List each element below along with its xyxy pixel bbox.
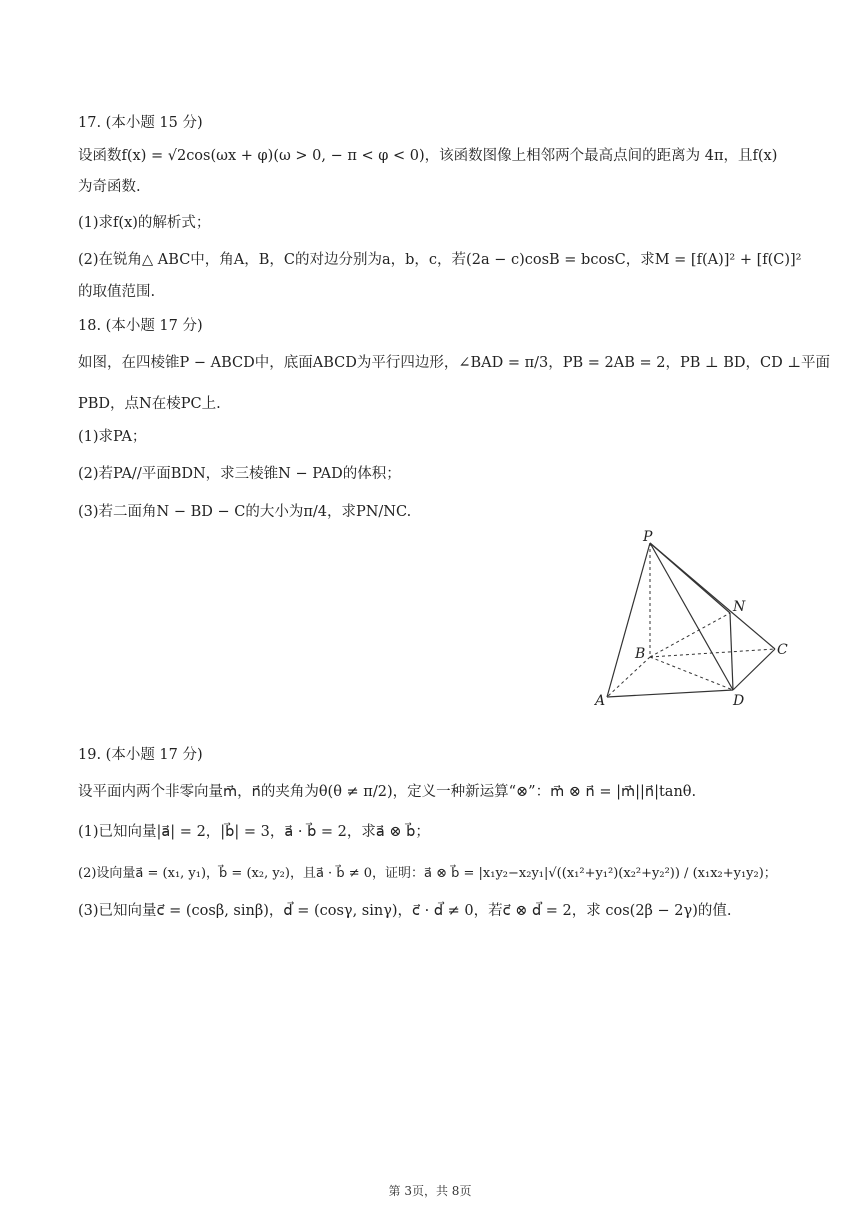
q18-part3: (3)若二面角N − BD − C的大小为π/4，求PN/NC. [78,504,412,520]
q19-line1: 设平面内两个非零向量m⃗，n⃗的夹角为θ(θ ≠ π/2)，定义一种新运算“⊗”：m⃗ ⊗ n⃗ = |m⃗||n⃗|tanθ. [78,784,697,800]
label-D: D [733,693,745,709]
q19-part1: (1)已知向量|a⃗| = 2，|b⃗| = 3，a⃗ · b⃗ = 2，求a⃗ ⊗ b⃗； [78,824,430,840]
q17-line1: 设函数f(x) = √2cos(ωx + φ)(ω > 0, − π < φ < 0)，该函数图像上相邻两个最高点间的距离为 4π，且f(x) [78,148,778,164]
q17-line2: 为奇函数. [78,179,141,195]
q19-header: 19. (本小题 17 分) [78,747,203,763]
page-footer: 第 3页，共 8页 [388,1184,472,1198]
q18-header: 18. (本小题 17 分) [78,318,203,334]
q18-line1: 如图，在四棱锥P − ABCD中，底面ABCD为平行四边形，∠BAD = π/3，PB = 2AB = 2，PB ⊥ BD，CD ⊥平面 [78,355,831,371]
q19-part3: (3)已知向量c⃗ = (cosβ, sinβ)，d⃗ = (cosγ, sinγ)，c⃗ · d⃗ ≠ 0，若c⃗ ⊗ d⃗ = 2，求 cos(2β − 2γ)的值. [78,903,732,919]
label-C: C [777,642,788,658]
q19-part2: (2)设向量a⃗ = (x₁, y₁)，b⃗ = (x₂, y₂)，且a⃗ · b⃗ ≠ 0，证明：a⃗ ⊗ b⃗ = |x₁y₂−x₂y₁|√((x₁²+y₁²)(x₂²+y₂²)) / (x₁x₂+y₁y₂)； [78,866,777,881]
q17-part1: (1)求f(x)的解析式； [78,215,211,231]
label-P: P [643,529,653,545]
q17-part2b: 的取值范围. [78,284,156,300]
label-B: B [635,646,646,662]
pyramid-figure [585,525,795,715]
q18-part1: (1)求PA； [78,429,147,445]
label-N: N [733,599,746,615]
label-A: A [595,693,606,709]
q17-part2: (2)在锐角△ ABC中，角A，B，C的对边分别为a，b，c，若(2a − c)cosB = bcosC，求M = [f(A)]² + [f(C)]² [78,252,802,268]
q17-header: 17. (本小题 15 分) [78,115,203,131]
q18-part2: (2)若PA//平面BDN，求三棱锥N − PAD的体积； [78,466,401,482]
q18-line2: PBD，点N在棱PC上. [78,396,221,412]
